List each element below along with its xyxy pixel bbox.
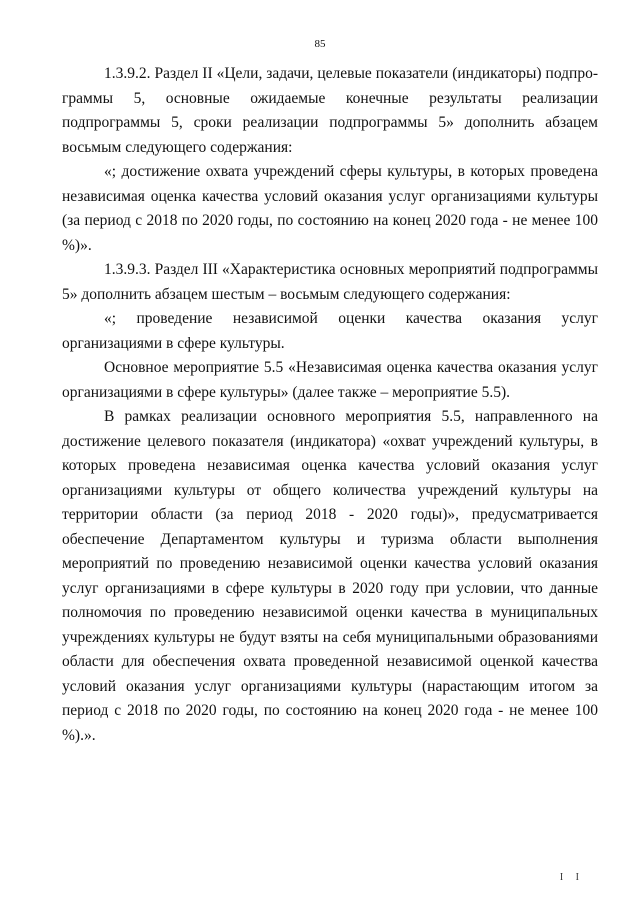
paragraph-1392-quote: «; достижение охвата учреждений сферы культуры, в которых проведена независимая оценка качества условий оказания услуг организациями культуры (за период с 2018 по 2020 годы, по состоянию на конец 2020 года - не менее 100 %)».	[62, 163, 598, 254]
page-number: 85	[314, 38, 326, 50]
paragraph-1392-intro: 1.3.9.2. Раздел II «Цели, задачи, целевые показатели (индикаторы) подпрограммы 5, основные ожидаемые конечные результаты реализации подпрограммы 5, сроки реализации подпрограммы 5» дополнить абзацем восьмым следующего содержания:	[62, 65, 598, 156]
document-body	[62, 62, 598, 748]
paragraph-activity-55: Основное мероприятие 5.5 «Независимая оценка качества оказания услуг организациями в сфере культуры» (далее также – мероприятие 5.5).	[62, 359, 598, 401]
footer-mark: I I	[559, 872, 584, 883]
paragraph-1393-quote: «; проведение независимой оценки качества оказания услуг организациями в сфере культуры.	[62, 310, 598, 352]
paragraph-1393-intro: 1.3.9.3. Раздел III «Характеристика основных мероприятий подпрограммы 5» дополнить абзацем шестым – восьмым следующего содержания:	[62, 261, 598, 303]
paragraph-activity-55-details: В рамках реализации основного мероприятия 5.5, направленного на достижение целевого показателя (индикатора) «охват учреждений культуры, в которых проведена независимая оценка качества условий оказания услуг организациями культуры от общего количества учреждений культуры на территории области (за период 2018 - 2020 годы)», предусматривается обеспечение Департаментом культуры и туризма области выполнения мероприятий по проведению независимой оценки качества условий оказания услуг организациями в сфере культуры в 2020 году при условии, что данные полномочия по проведению независимой оценки качества в муниципальных учреждениях культуры не будут взяты на себя муниципальными образованиями области для обеспечения охвата проведенной независимой оценкой качества условий оказания услуг организациями культуры (нарастающим итогом за период с 2018 по 2020 годы, по состоянию на конец 2020 года - не менее 100 %).».	[62, 408, 598, 744]
